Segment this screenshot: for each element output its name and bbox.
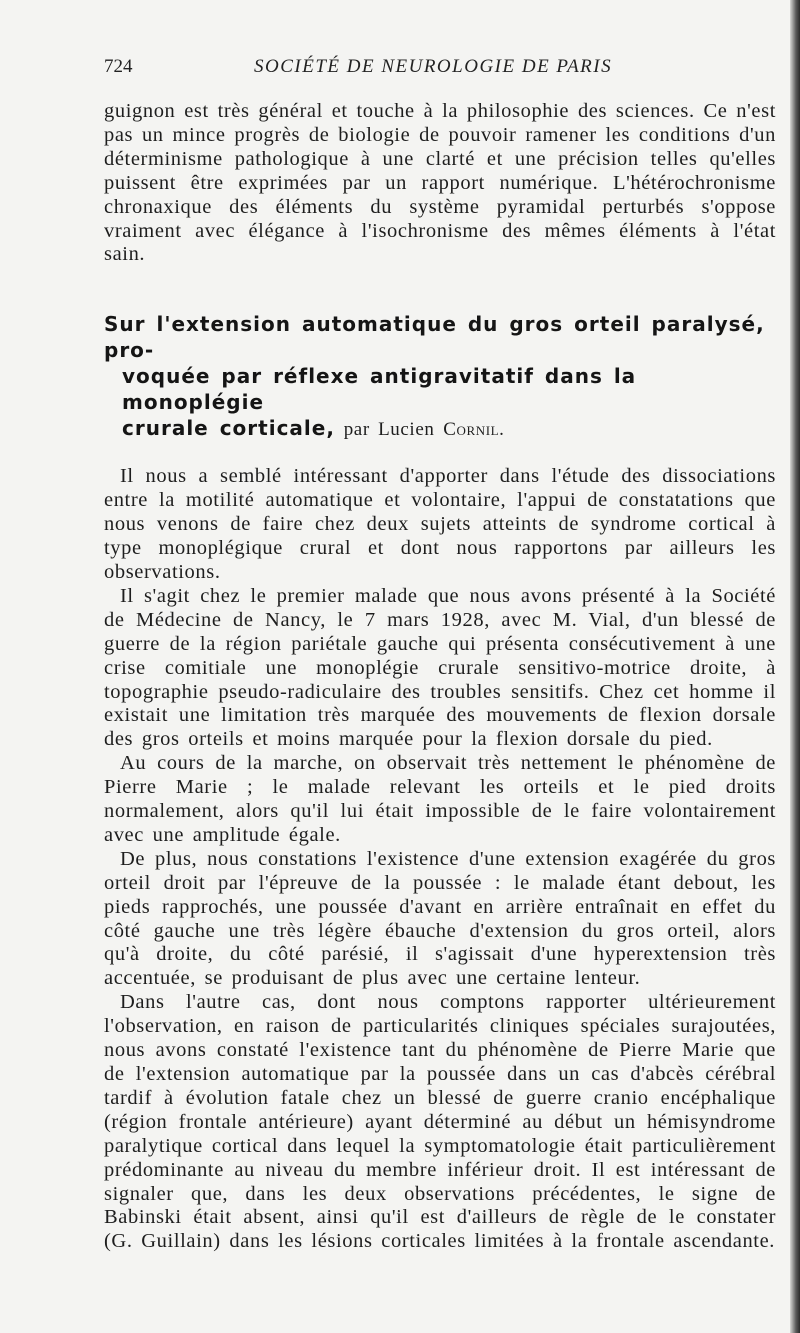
page-header	[104, 56, 722, 84]
page-number: 724	[104, 56, 133, 77]
article-title-line-2: voquée par réflexe antigravitatif dans la monoplégie	[122, 364, 637, 415]
page-content	[104, 100, 776, 1254]
paragraph-1: Il nous a semblé intéressant d'apporter dans l'étude des dissociations entre la motilité automatique et volontaire, l'appui de constatations que nous venons de faire chez deux sujets atteints de syndrome cortical à type monoplégique crural et dont nous rapportons par ailleurs les observations.	[104, 465, 776, 583]
byline-prefix: par Lucien	[343, 419, 435, 441]
page-binding-shadow	[790, 0, 800, 1333]
article-title-line-3	[104, 415, 776, 443]
article-title-end: crurale corticale,	[122, 416, 335, 441]
running-title: SOCIÉTÉ DE NEUROLOGIE DE PARIS	[254, 56, 613, 77]
author-name: Cornil.	[443, 419, 505, 441]
paragraph-2: Il s'agit chez le premier malade que nous avons présenté à la Société de Médecine de Nancy, le 7 mars 1928, avec M. Vial, d'un blessé de guerre de la région pariétale gauche qui présenta consécutivement à une crise comitiale une monoplégie crurale sensitivo-motrice droite, à topographie pseudo-radiculaire des troubles sensitifs. Chez cet homme il existait une limitation très marquée des mouvements de flexion dorsale des gros orteils et moins marquée pour la flexion dorsale du pied.	[104, 584, 776, 751]
article-title-block	[104, 311, 776, 443]
paragraph-5: Dans l'autre cas, dont nous comptons rapporter ultérieurement l'observation, en raison de particularités cliniques spéciales surajoutées, nous avons constaté l'existence tant du phénomène de Pierre Marie que de l'extension automatique par la poussée dans un cas d'abcès cérébral tardif à évolution fatale chez un blessé de guerre cranio encéphalique (région frontale antérieure) ayant déterminé au début un hémisyndrome paralytique cortical dans lequel la symptomatologie était particulièrement prédominante au niveau du membre inférieur droit. Il est intéressant de signaler que, dans les deux observations précédentes, le signe de Babinski était absent, ainsi qu'il est d'ailleurs de règle de le constater (G. Guillain) dans les lésions corticales limitées à la frontale ascendante.	[104, 991, 776, 1253]
paragraph-3: Au cours de la marche, on observait très nettement le phénomène de Pierre Marie ; le malade relevant les orteils et le pied droits normalement, alors qu'il lui était impossible de le faire volontairement avec une amplitude égale.	[104, 752, 776, 846]
article-title-line-1: Sur l'extension automatique du gros orteil paralysé, pro-	[104, 312, 765, 363]
paragraph-4: De plus, nous constations l'existence d'une extension exagérée du gros orteil droit par l'épreuve de la poussée : le malade étant debout, les pieds rapprochés, une poussée d'avant en arrière entraînait en effet du côté gauche une très légère ébauche d'extension du gros orteil, alors qu'à droite, du côté parésié, il s'agissait d'une hyperextension très accentuée, se produisant de plus avec une certaine lenteur.	[104, 847, 776, 990]
intro-paragraph: guignon est très général et touche à la philosophie des sciences. Ce n'est pas un mince progrès de biologie de pouvoir ramener les conditions d'un déterminisme pathologique à une clarté et une précision telles qu'elles puissent être exprimées par un rapport numérique. L'hétérochronisme chronaxique des éléments du système pyramidal perturbés s'oppose vraiment avec élégance à l'isochronisme des mêmes éléments à l'état sain.	[104, 100, 776, 266]
